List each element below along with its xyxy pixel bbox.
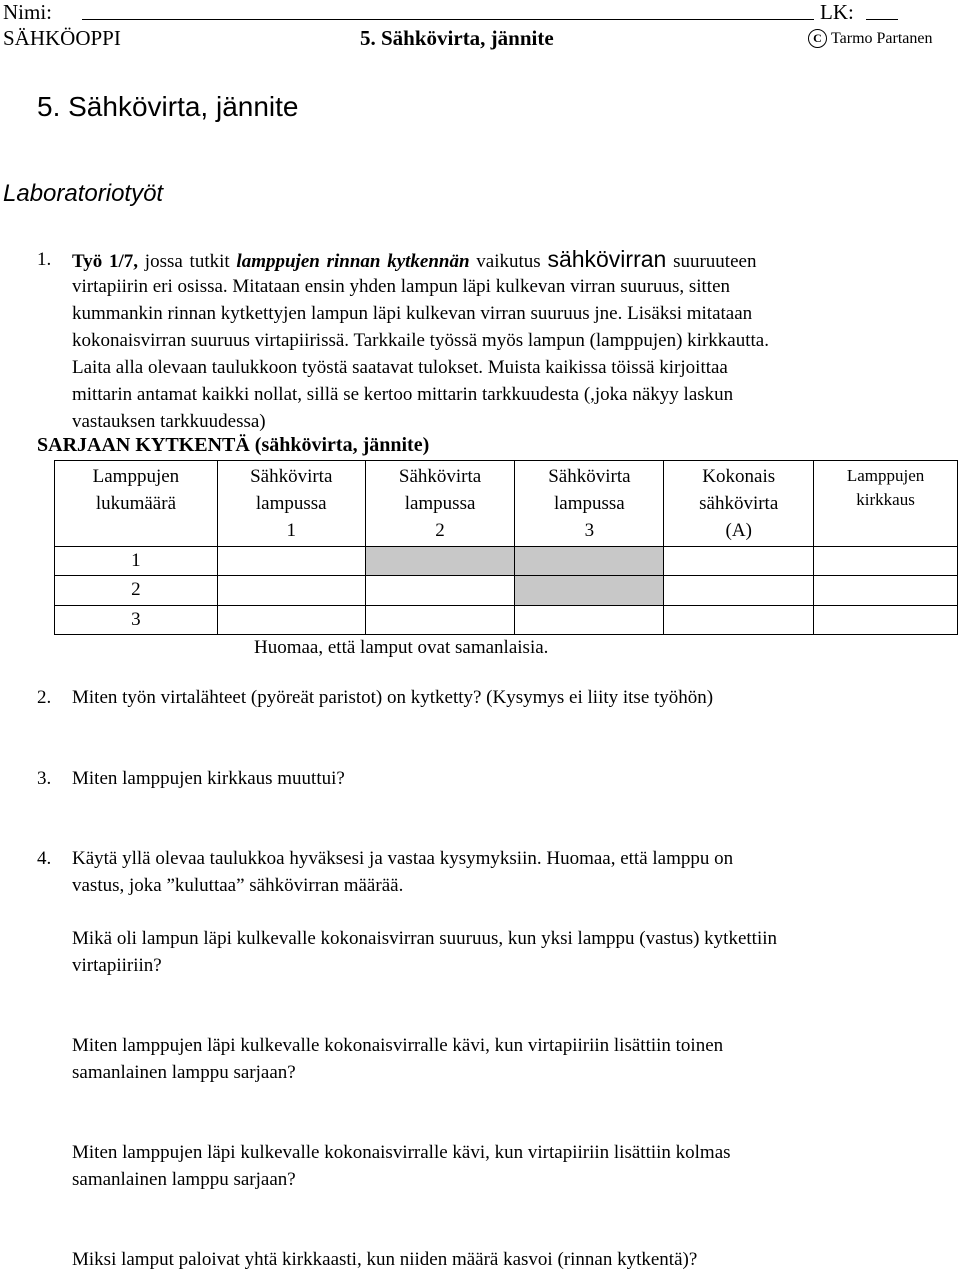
cell-input[interactable] [365, 606, 515, 635]
item1-keyword: sähkövirran [547, 246, 667, 272]
subject-label: SÄHKÖOPPI [3, 26, 121, 50]
table-note: Huomaa, että lamput ovat samanlaisia. [254, 637, 549, 658]
q2-number: 2. [37, 687, 52, 708]
item1-text-a: jossa tutkit [144, 251, 230, 272]
header-current-lamp2: Sähkövirta lampussa 2 [365, 461, 515, 547]
chapter-label: 5. Sähkövirta, jännite [360, 26, 554, 50]
item1-line6: mittarin antamat kaikki nollat, sillä se kertoo mittarin tarkkuudesta (,joka näkyy laskun [72, 384, 734, 405]
question-b-line1: Miten lamppujen läpi kulkevalle kokonaisvirralle kävi, kun virtapiiriin lisättiin toinen [72, 1035, 724, 1056]
item1-line5: Laita alla olevaan taulukkoon työstä saatavat tulokset. Muista kaikissa töissä kirjoittaa [72, 357, 728, 378]
item1-text-c: suuruuteen [673, 251, 757, 272]
q4-line1: Käytä yllä olevaa taulukkoa hyväksesi ja vastaa kysymyksiin. Huomaa, että lamppu on [72, 848, 734, 869]
table-row [55, 547, 958, 576]
section-heading: SARJAAN KYTKENTÄ (sähkövirta, jännite) [37, 434, 430, 456]
q3-number: 3. [37, 768, 52, 789]
header-total-current: Kokonais sähkövirta (A) [664, 461, 814, 547]
table-row [55, 606, 958, 635]
item1-line2: virtapiirin eri osissa. Mitataan ensin yhden lampun läpi kulkevan virran suuruus, sitten [72, 276, 731, 297]
item1-number: 1. [37, 249, 52, 270]
cell-input[interactable] [515, 606, 664, 635]
q3-text: Miten lamppujen kirkkaus muuttui? [72, 768, 345, 789]
cell-input[interactable] [365, 576, 515, 606]
question-c-line1: Miten lamppujen läpi kulkevalle kokonaisvirralle kävi, kun virtapiiriin lisättiin kolmas [72, 1142, 731, 1163]
item1-line4: kokonaisvirran suuruus virtapiirissä. Tarkkaile työssä myös lampun (lamppujen) kirkkautta. [72, 330, 769, 351]
table-row [55, 576, 958, 606]
results-table [54, 460, 958, 635]
q4-line2: vastus, joka ”kuluttaa” sähkövirran määrää. [72, 875, 404, 896]
q2-text: Miten työn virtalähteet (pyöreät paristot) on kytketty? (Kysymys ei liity itse työhön) [72, 687, 714, 708]
header-current-lamp1: Sähkövirta lampussa 1 [217, 461, 365, 547]
item1-emphasis: lamppujen rinnan kytkennän [236, 251, 470, 272]
lk-field-line[interactable] [866, 19, 898, 20]
header-lamp-count: Lamppujen lukumäärä [55, 461, 218, 547]
cell-input[interactable] [217, 576, 365, 606]
cell-shaded [515, 547, 664, 576]
name-field-line[interactable] [82, 19, 814, 20]
copyright-icon: C [808, 29, 827, 48]
question-c-line2: samanlainen lamppu sarjaan? [72, 1169, 296, 1190]
author-block [808, 29, 933, 48]
question-b-line2: samanlainen lamppu sarjaan? [72, 1062, 296, 1083]
header-current-lamp3: Sähkövirta lampussa 3 [515, 461, 664, 547]
cell-input[interactable] [814, 606, 958, 635]
page-title: 5. Sähkövirta, jännite [37, 91, 299, 122]
header-brightness: Lamppujen kirkkaus [814, 461, 958, 547]
item1-line7: vastauksen tarkkuudessa) [72, 411, 266, 432]
row-count-1: 1 [55, 547, 218, 576]
cell-input[interactable] [217, 606, 365, 635]
cell-input[interactable] [814, 576, 958, 606]
question-a-line2: virtapiiriin? [72, 955, 162, 976]
name-label: Nimi: [3, 0, 53, 24]
table-header-row [55, 461, 958, 547]
item1-line1 [72, 246, 756, 275]
cell-input[interactable] [664, 547, 814, 576]
item1-work: Työ 1/7, [72, 251, 139, 272]
cell-input[interactable] [664, 576, 814, 606]
cell-shaded [365, 547, 515, 576]
row-count-3: 3 [55, 606, 218, 635]
question-d-line1: Miksi lamput paloivat yhtä kirkkaasti, kun niiden määrä kasvoi (rinnan kytkentä)? [72, 1249, 698, 1270]
cell-input[interactable] [664, 606, 814, 635]
page-subtitle: Laboratoriotyöt [3, 180, 164, 207]
item1-text-b: vaikutus [476, 251, 541, 272]
row-count-2: 2 [55, 576, 218, 606]
cell-input[interactable] [217, 547, 365, 576]
cell-shaded [515, 576, 664, 606]
cell-input[interactable] [814, 547, 958, 576]
lk-label: LK: [820, 0, 854, 24]
item1-line3: kummankin rinnan kytkettyjen lampun läpi kulkevan virran suuruus jne. Lisäksi mitataan [72, 303, 753, 324]
q4-number: 4. [37, 848, 52, 869]
author-name: Tarmo Partanen [831, 30, 933, 47]
question-a-line1: Mikä oli lampun läpi kulkevalle kokonaisvirran suuruus, kun yksi lamppu (vastus) kytkettiin [72, 928, 778, 949]
